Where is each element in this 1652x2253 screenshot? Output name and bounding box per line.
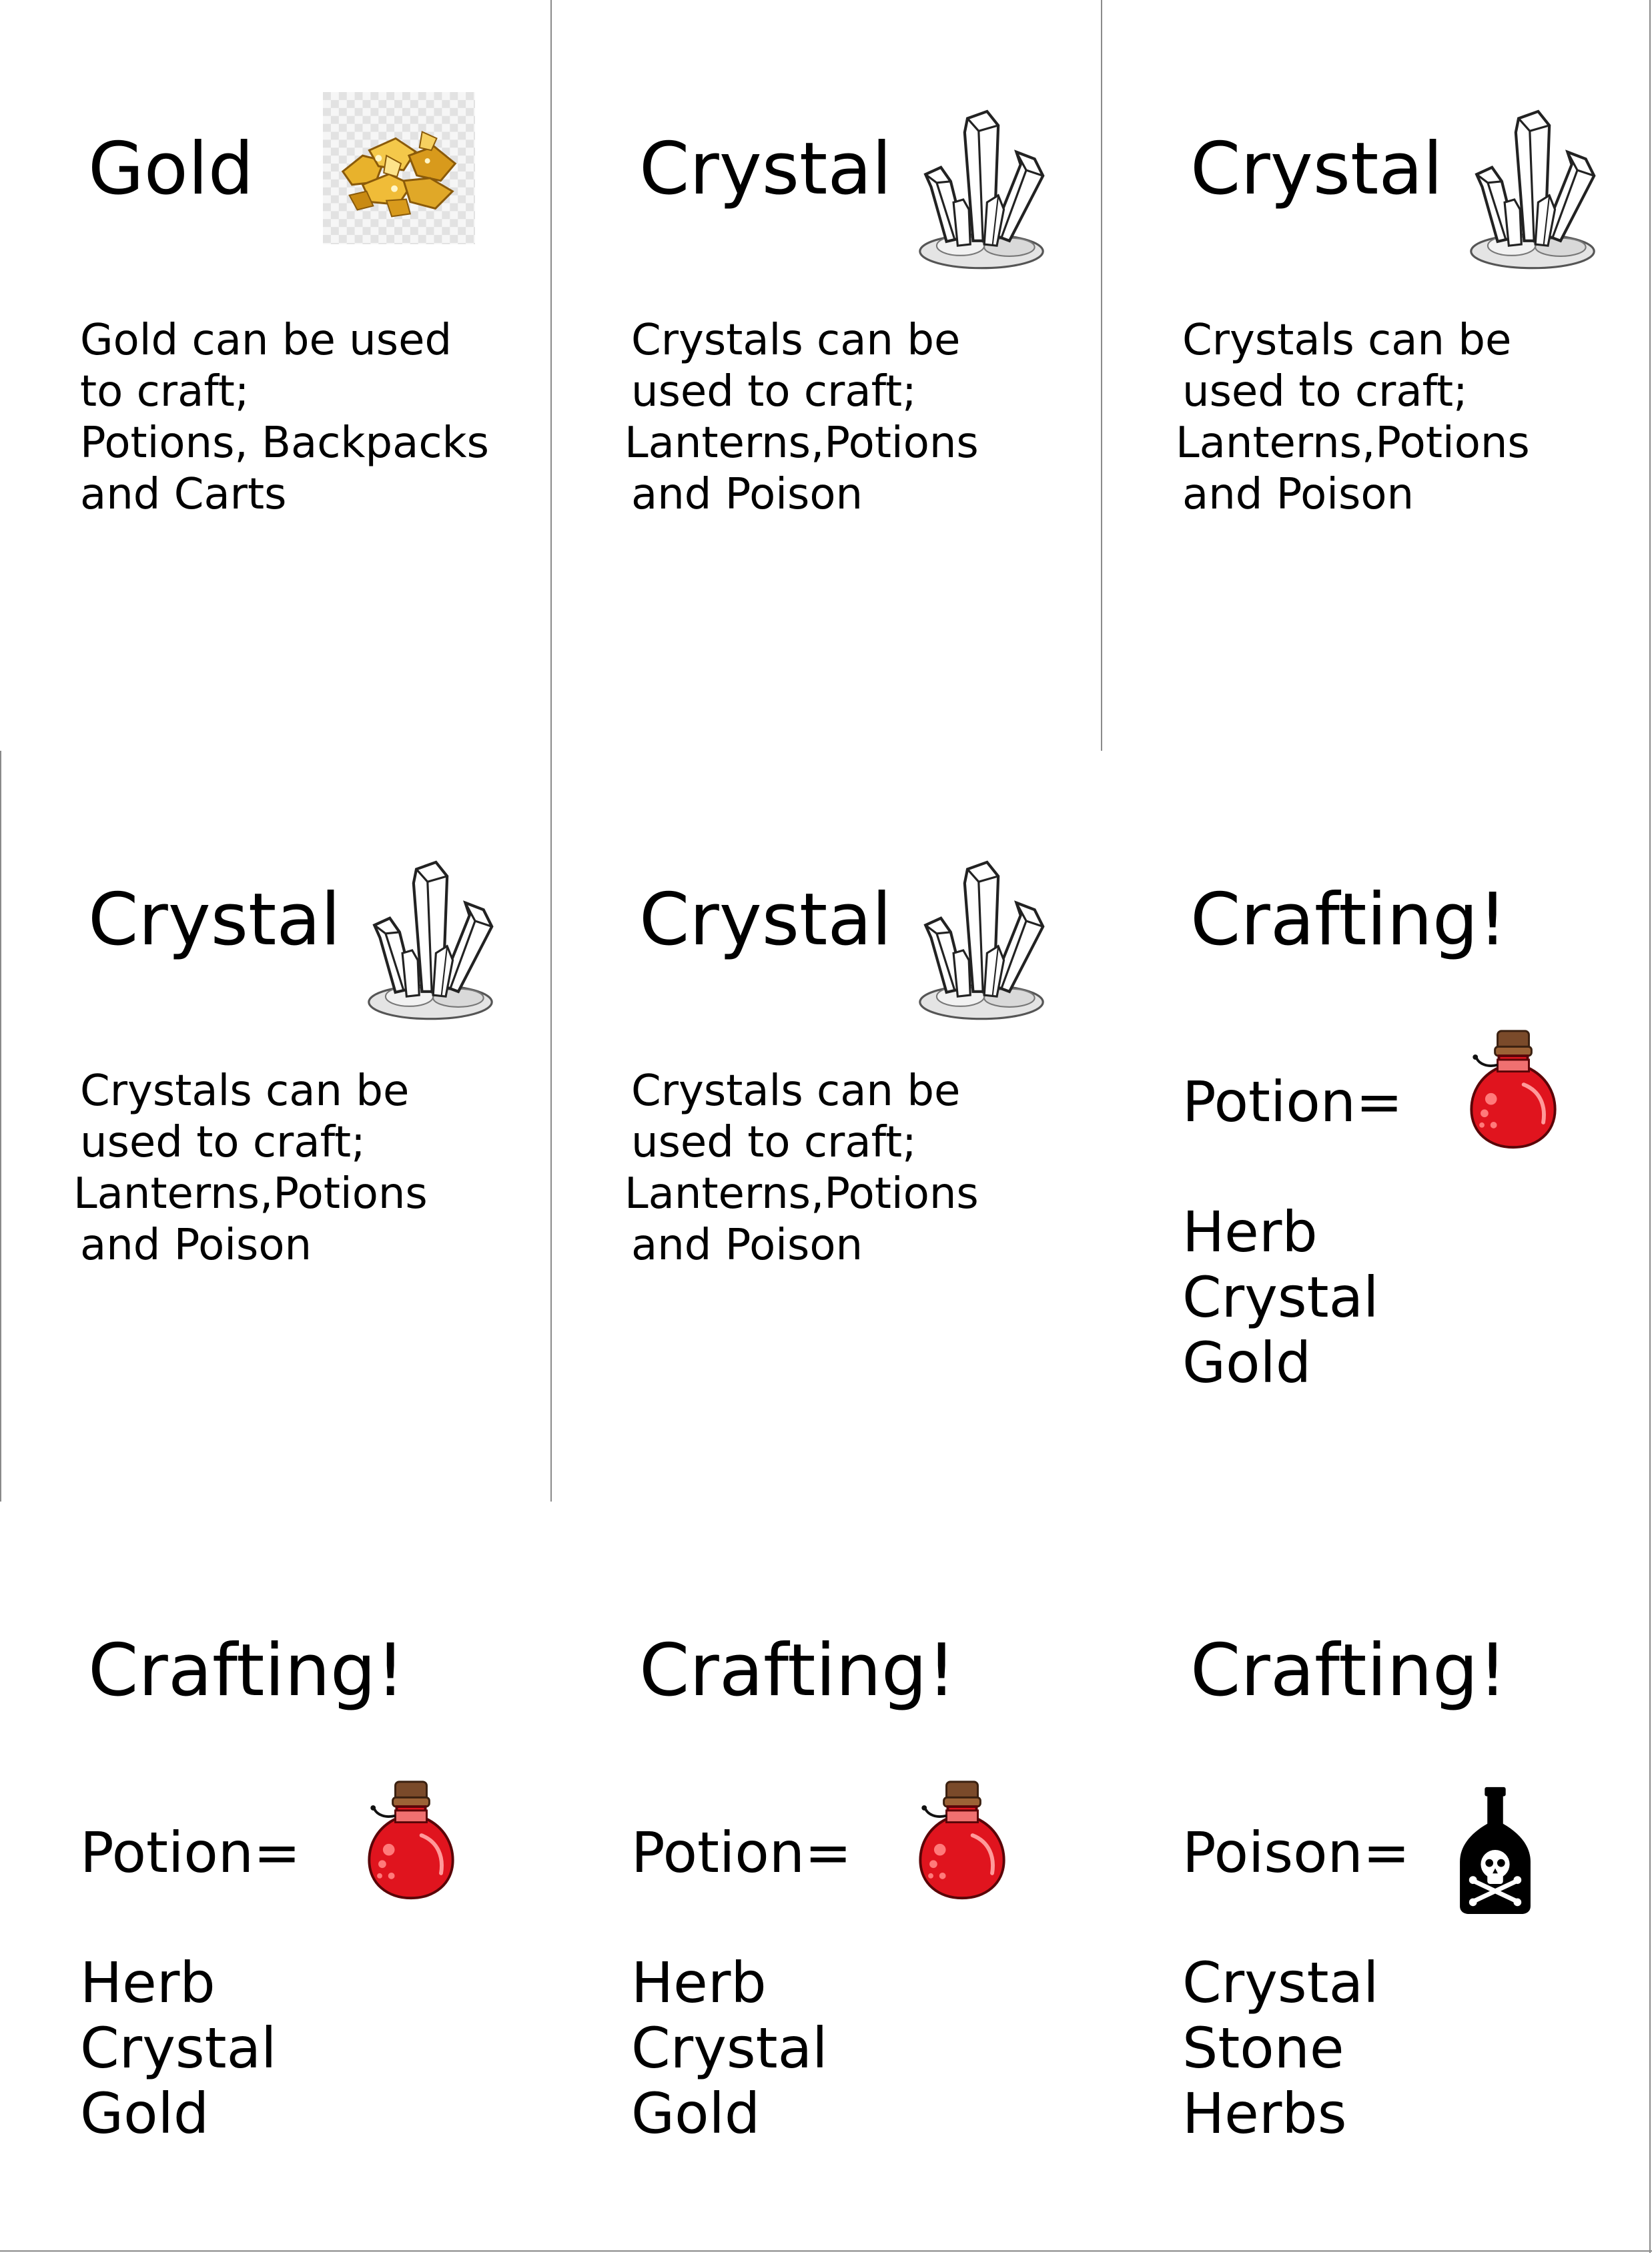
crystal-cluster-icon [911,97,1052,272]
ingredient-list [1182,1199,1378,1395]
card-crystal [0,751,551,1502]
crystal-cluster-icon [360,848,500,1023]
ingredient-item: Gold [631,2081,761,2146]
recipe-label: Poison= [1182,1820,1410,1885]
card-crystal [551,751,1102,1502]
description-line: used to craft; [1182,367,1468,416]
recipe-label: Potion= [631,1820,852,1885]
ingredient-item: Crystal [80,2015,277,2081]
card-title: Crafting! [1190,878,1507,962]
ingredient-item: Herb [80,1950,216,2015]
card-title: Crafting! [1190,1629,1507,1712]
card-title: Crystal [1190,127,1443,211]
description-line: used to craft; [631,367,917,416]
ingredient-item: Herbs [1182,2081,1347,2146]
description-line: and Poison [631,470,863,519]
description-line: Lanterns,Potions [73,1169,428,1219]
description-line: Potions, Backpacks [80,418,489,468]
poison-bottle-icon [1456,1785,1535,1915]
card-description [625,315,979,521]
description-line: Crystals can be [1182,316,1512,365]
card-description [73,1066,428,1271]
description-line: Lanterns,Potions [625,418,979,468]
card-description [625,1066,979,1271]
description-line: Crystals can be [631,1066,961,1116]
card-title: Crafting! [88,1629,405,1712]
card-description [80,315,489,521]
red-potion-bottle-icon [1467,1027,1560,1151]
ingredient-item: Crystal [631,2015,828,2081]
ingredient-item: Crystal [1182,1265,1379,1330]
gold-nuggets-icon [323,92,475,244]
red-potion-bottle-icon [915,1778,1009,1902]
card-title: Gold [88,127,254,211]
description-line: used to craft; [80,1118,366,1167]
description-line: Lanterns,Potions [1176,418,1530,468]
card-title: Crystal [639,878,892,962]
card-title: Crystal [88,878,341,962]
card-crafting-potion [1102,751,1652,1502]
description-line: Crystals can be [631,316,961,365]
card-crafting-potion [0,1502,551,2252]
recipe-label: Potion= [1182,1069,1403,1135]
card-crystal [1102,0,1652,751]
card-gold [0,0,551,751]
crystal-cluster-icon [1463,97,1603,272]
card-crystal [551,0,1102,751]
ingredient-list [1182,1950,1378,2146]
description-line: and Poison [80,1221,312,1270]
ingredient-item: Crystal [1182,1950,1379,2015]
ingredient-item: Stone [1182,2015,1344,2081]
ingredient-list [631,1950,827,2146]
card-crafting-poison [1102,1502,1652,2252]
ingredient-item: Herb [1182,1199,1318,1265]
ingredient-item: Herb [631,1950,767,2015]
ingredient-item: Gold [80,2081,210,2146]
red-potion-bottle-icon [364,1778,458,1902]
description-line: Gold can be used [80,316,452,365]
ingredient-list [80,1950,276,2146]
description-line: and Carts [80,470,287,519]
description-line: Lanterns,Potions [625,1169,979,1219]
card-crafting-potion [551,1502,1102,2252]
description-line: and Poison [1182,470,1414,519]
ingredient-item: Gold [1182,1330,1312,1395]
description-line: used to craft; [631,1118,917,1167]
card-title: Crystal [639,127,892,211]
card-title: Crafting! [639,1629,956,1712]
recipe-label: Potion= [80,1820,301,1885]
card-description [1176,315,1530,521]
crystal-cluster-icon [911,848,1052,1023]
description-line: and Poison [631,1221,863,1270]
description-line: Crystals can be [80,1066,410,1116]
description-line: to craft; [80,367,250,416]
